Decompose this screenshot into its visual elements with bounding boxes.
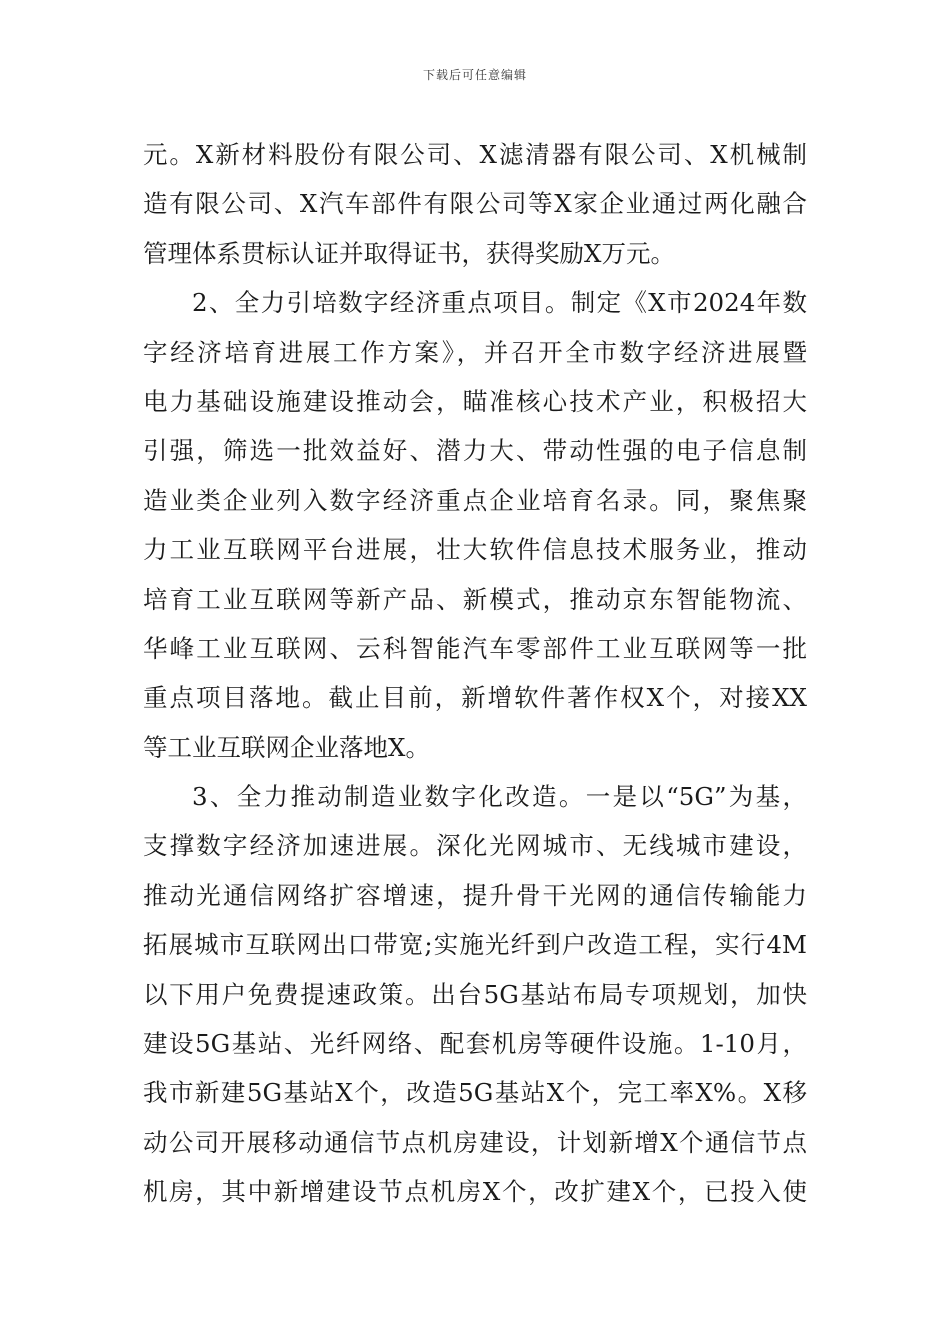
text-line: 动公司开展移动通信节点机房建设，计划新增X个通信节点 [143,1127,807,1157]
text-line: 机房，其中新增建设节点机房X个，改扩建X个，已投入使 [143,1177,807,1207]
paragraph-first-line: 2、全力引培数字经济重点项目。制定《X市2024年数 [192,288,807,318]
text-line: 等工业互联网企业落地X。 [143,732,430,762]
text-line: 拓展城市互联网出口带宽;实施光纤到户改造工程，实行4M [143,930,807,960]
text-line: 造业类企业列入数字经济重点企业培育名录。同，聚焦聚 [143,485,807,515]
text-line: 重点项目落地。截止目前，新增软件著作权X个，对接XX [143,683,807,713]
page-header: 下载后可任意编辑 [422,68,527,82]
text-line: 推动光通信网络扩容增速，提升骨干光网的通信传输能力 [143,880,807,910]
text-line: 力工业互联网平台进展，壮大软件信息技术服务业，推动 [143,535,807,565]
text-line: 管理体系贯标认证并取得证书，获得奖励X万元。 [143,238,675,268]
text-line: 华峰工业互联网、云科智能汽车零部件工业互联网等一批 [143,633,807,663]
document-body [143,130,807,1217]
text-line: 以下用户免费提速政策。出台5G基站布局专项规划，加快 [143,979,807,1009]
text-line: 培育工业互联网等新产品、新模式，推动京东智能物流、 [143,584,807,614]
text-line: 造有限公司、X汽车部件有限公司等X家企业通过两化融合 [143,189,807,219]
text-line: 电力基础设施建设推动会，瞄准核心技术产业，积极招大 [143,386,807,416]
text-line: 建设5G基站、光纤网络、配套机房等硬件设施。1-10月， [143,1029,807,1059]
text-line: 元。X新材料股份有限公司、X滤清器有限公司、X机械制 [143,140,807,169]
paragraph-first-line: 3、全力推动制造业数字化改造。一是以“5G”为基， [192,782,807,812]
text-line: 支撑数字经济加速进展。深化光网城市、无线城市建设， [143,831,807,861]
text-line: 引强，筛选一批效益好、潜力大、带动性强的电子信息制 [143,436,807,466]
text-line: 我市新建5G基站X个，改造5G基站X个，完工率X%。X移 [143,1078,807,1108]
text-line: 字经济培育进展工作方案》，并召开全市数字经济进展暨 [143,337,807,367]
